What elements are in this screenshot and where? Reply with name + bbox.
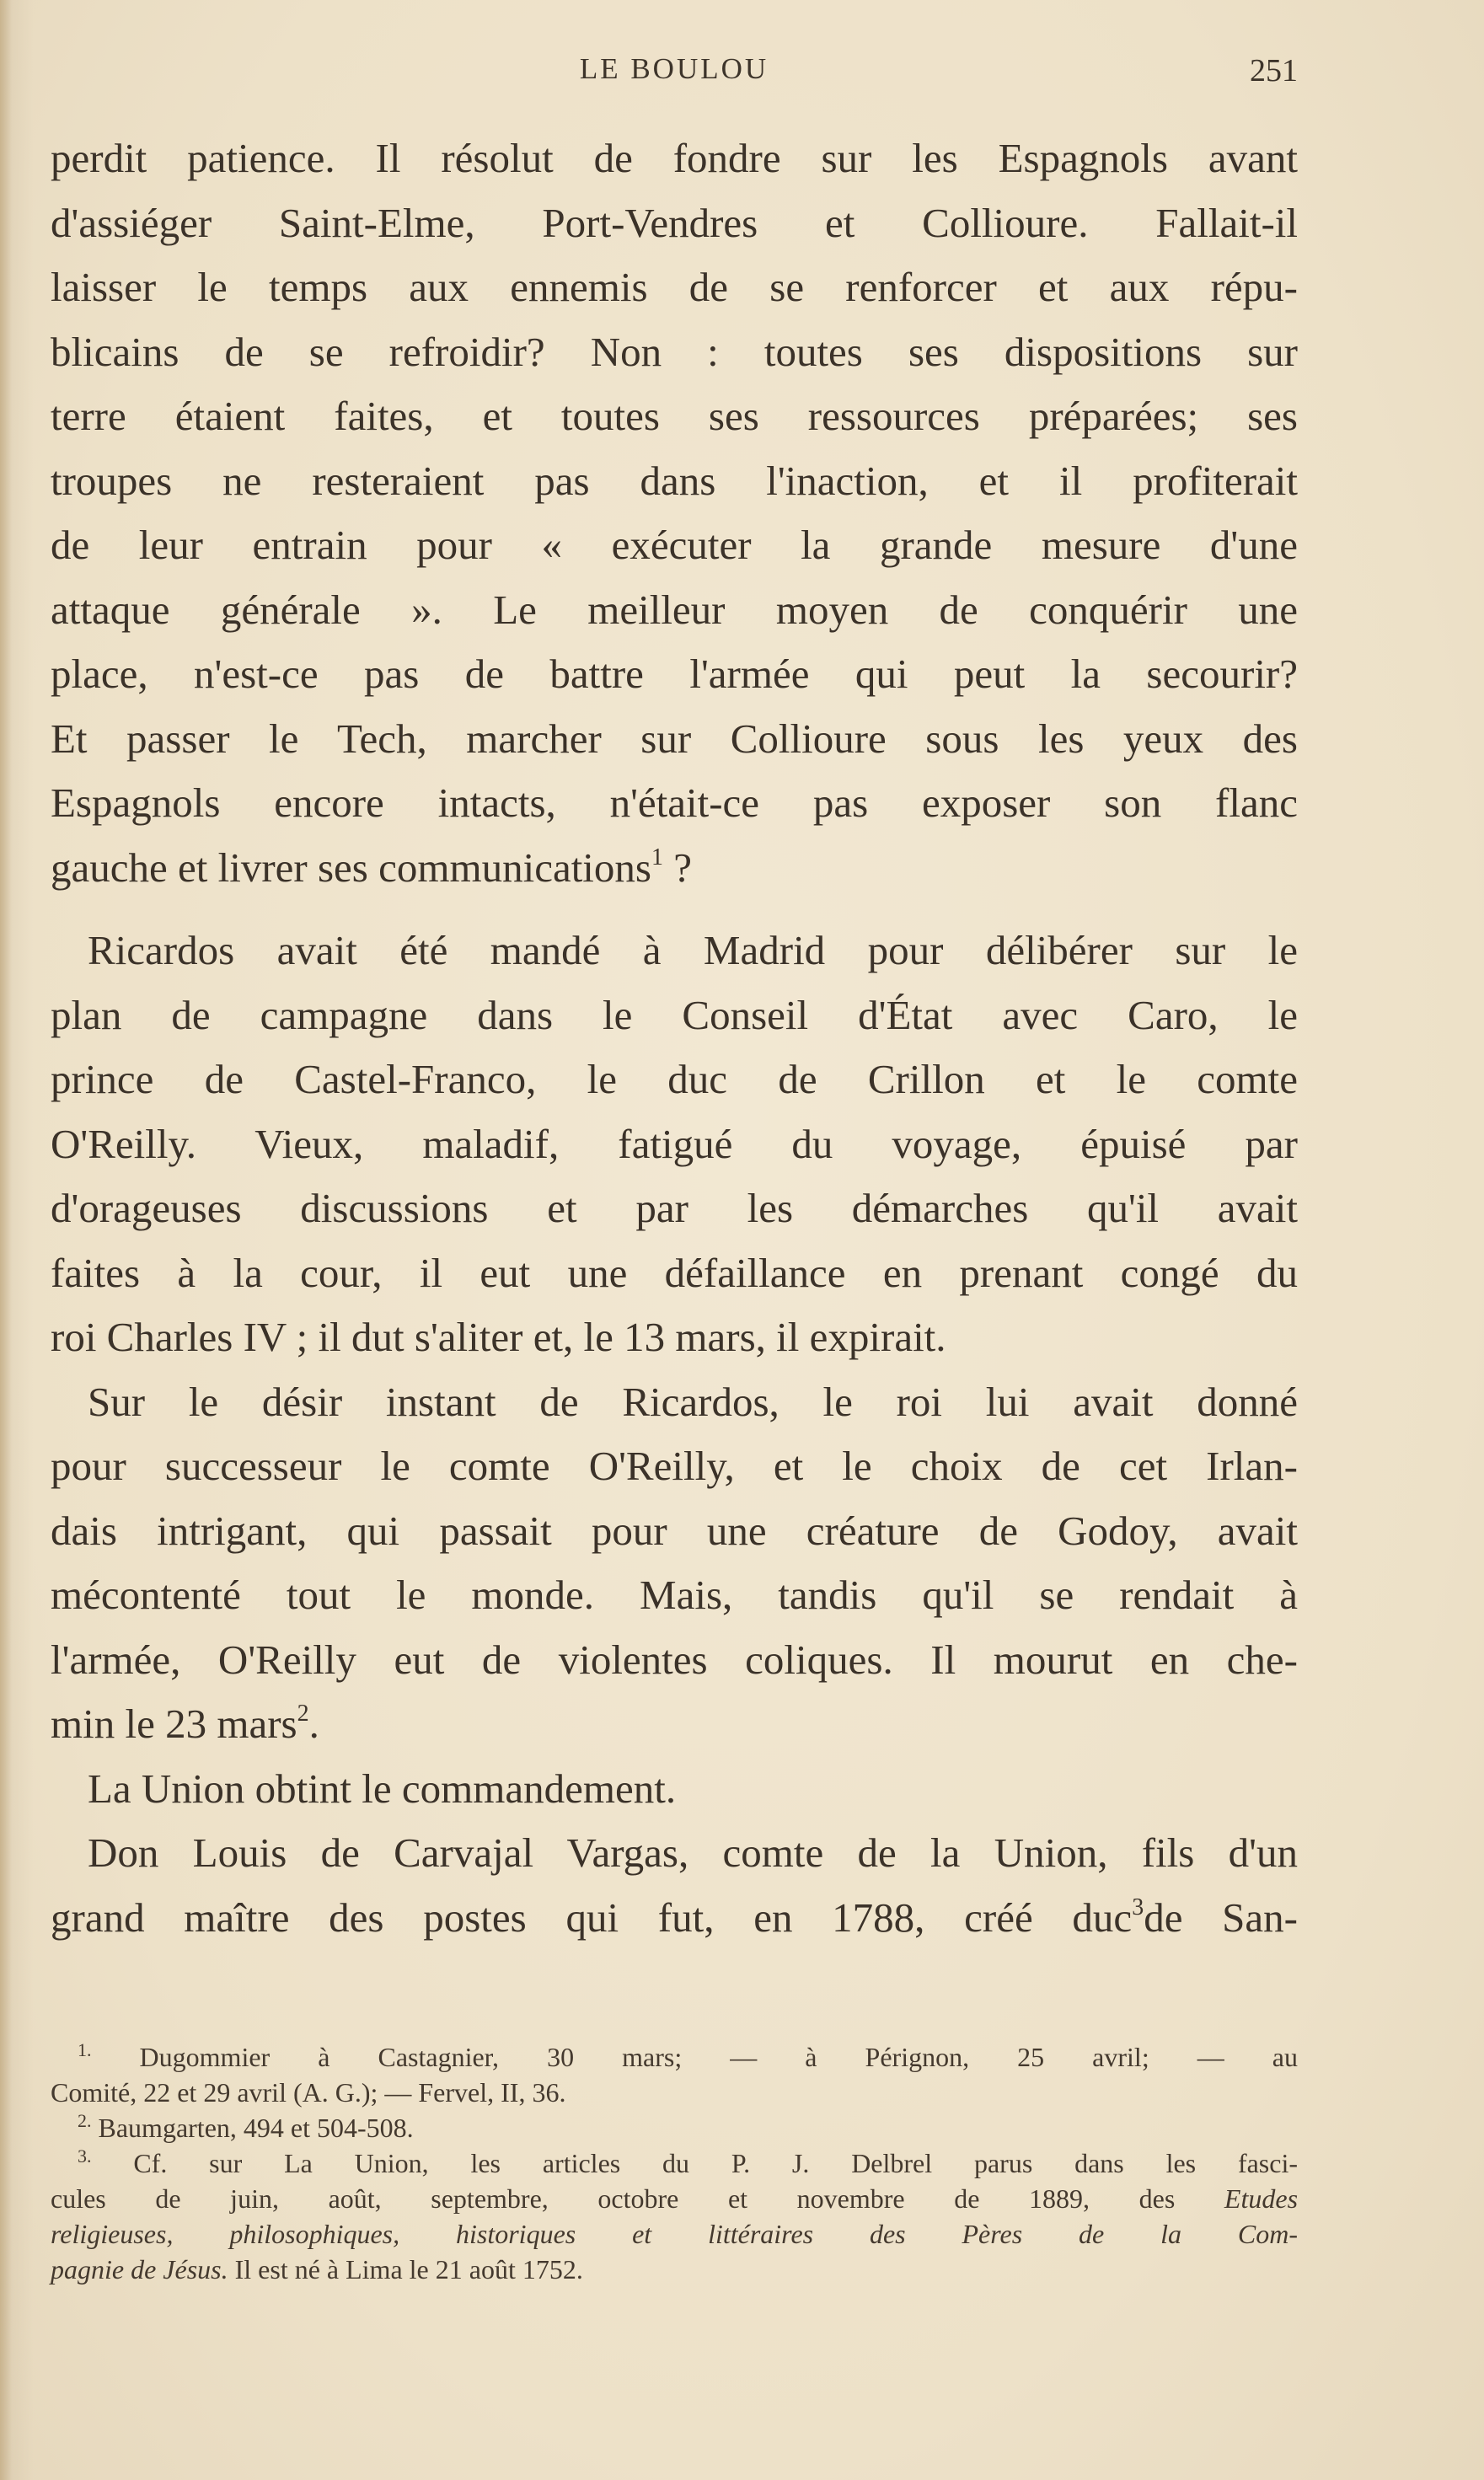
text-line: Sur le désir instant de Ricardos, le roi lui avait donné <box>88 1378 1298 1425</box>
body-text <box>51 126 1298 1950</box>
footnote-italic: religieuses, philosophiques, historiques et littéraires des Pères de la Com- <box>51 2219 1298 2249</box>
footnote-text: Dugommier à Castagnier, 30 mars; — à Pérignon, 25 avril; — au <box>139 2042 1299 2072</box>
footnote-ref: 3 <box>1132 1893 1144 1920</box>
text-line: pour successeur le comte O'Reilly, et le choix de cet Irlan- <box>51 1443 1298 1489</box>
footnote-text: cules de juin, août, septembre, octobre et novembre de 1889, des <box>51 2183 1176 2214</box>
text-fragment: grand maître des postes qui fut, en 1788, créé duc <box>51 1893 1133 1941</box>
footnote-number: 3. <box>78 2145 92 2167</box>
footnote-1-cont: Comité, 22 et 29 avril (A. G.); — Fervel, II, 36. <box>51 2077 566 2108</box>
text-line: place, n'est-ce pas de battre l'armée qui peut la secourir? <box>51 651 1298 697</box>
text-line: Ricardos avait été mandé à Madrid pour délibérer sur le <box>88 927 1298 973</box>
text-line: La Union obtint le commandement. <box>88 1765 677 1812</box>
text-line: troupes ne resteraient pas dans l'inaction, et il profiterait <box>51 457 1298 504</box>
text-fragment: de San- <box>1144 1893 1298 1941</box>
text-line <box>51 836 1298 901</box>
footnote-text: Cf. sur La Union, les articles du P. J. Delbrel parus dans les fasci- <box>133 2148 1299 2178</box>
footnote-ref: 1 <box>651 844 663 870</box>
text-line: Don Louis de Carvajal Vargas, comte de la Union, fils d'un <box>88 1829 1298 1876</box>
text-line: d'orageuses discussions et par les démarches qu'il avait <box>51 1185 1298 1231</box>
footnote-text: Il est né à Lima le 21 août 1752. <box>228 2254 583 2284</box>
running-head <box>51 52 1298 103</box>
text-line: terre étaient faites, et toutes ses ressources préparées; ses <box>51 393 1298 439</box>
text-line: laisser le temps aux ennemis de se renforcer et aux répu- <box>51 264 1298 310</box>
page-number: 251 <box>1250 53 1298 88</box>
text-line: Espagnols encore intacts, n'était-ce pas exposer son flanc <box>51 779 1298 826</box>
text-line: attaque générale ». Le meilleur moyen de conquérir une <box>51 586 1298 633</box>
footnote-1 <box>51 2039 1298 2075</box>
text-fragment: . <box>308 1701 319 1747</box>
footnote-2 <box>51 2110 1298 2145</box>
footnote-3 <box>51 2145 1298 2181</box>
footnote-3-cont <box>51 2181 1298 2216</box>
text-fragment: gauche et livrer ses communications <box>51 844 651 891</box>
text-line: roi Charles IV ; il dut s'aliter et, le 13 mars, il expirait. <box>51 1314 946 1360</box>
text-line: O'Reilly. Vieux, maladif, fatigué du voyage, épuisé par <box>51 1120 1298 1167</box>
text-fragment: ? <box>663 844 692 891</box>
text-line: perdit patience. Il résolut de fondre sur les Espagnols avant <box>51 135 1298 181</box>
text-line: mécontenté tout le monde. Mais, tandis qu'il se rendait à <box>51 1572 1298 1618</box>
text-line <box>51 1692 1298 1757</box>
footnote-ref: 2 <box>297 1701 309 1727</box>
text-line: prince de Castel-Franco, le duc de Crillon et le comte <box>51 1056 1298 1102</box>
text-line: Et passer le Tech, marcher sur Collioure sous les yeux des <box>51 715 1298 762</box>
text-line: dais intrigant, qui passait pour une créature de Godoy, avait <box>51 1507 1298 1554</box>
text-line: d'assiéger Saint-Elme, Port-Vendres et Collioure. Fallait-il <box>51 199 1298 246</box>
footnotes <box>51 2039 1298 2287</box>
text-line: faites à la cour, il eut une défaillance en prenant congé du <box>51 1249 1298 1296</box>
page-gutter-shadow <box>0 0 12 2480</box>
text-line <box>51 1886 1298 1951</box>
footnote-number: 2. <box>78 2110 92 2131</box>
text-line: blicains de se refroidir? Non : toutes ses dispositions sur <box>51 328 1298 375</box>
footnote-3-cont <box>51 2252 1298 2287</box>
text-line: l'armée, O'Reilly eut de violentes coliques. Il mourut en che- <box>51 1636 1298 1683</box>
text-line: plan de campagne dans le Conseil d'État avec Caro, le <box>51 991 1298 1038</box>
paragraph-gap <box>51 900 1298 919</box>
footnote-number: 1. <box>78 2039 92 2060</box>
running-title: LE BOULOU <box>579 52 769 85</box>
text-fragment: min le 23 mars <box>51 1701 297 1747</box>
footnote-italic: pagnie de Jésus. <box>51 2254 228 2284</box>
footnote-italic: Etudes <box>1224 2183 1299 2214</box>
text-line: de leur entrain pour « exécuter la grande mesure d'une <box>51 522 1298 568</box>
footnote-3-cont <box>51 2216 1298 2252</box>
footnote-text: Baumgarten, 494 et 504-508. <box>98 2113 414 2143</box>
